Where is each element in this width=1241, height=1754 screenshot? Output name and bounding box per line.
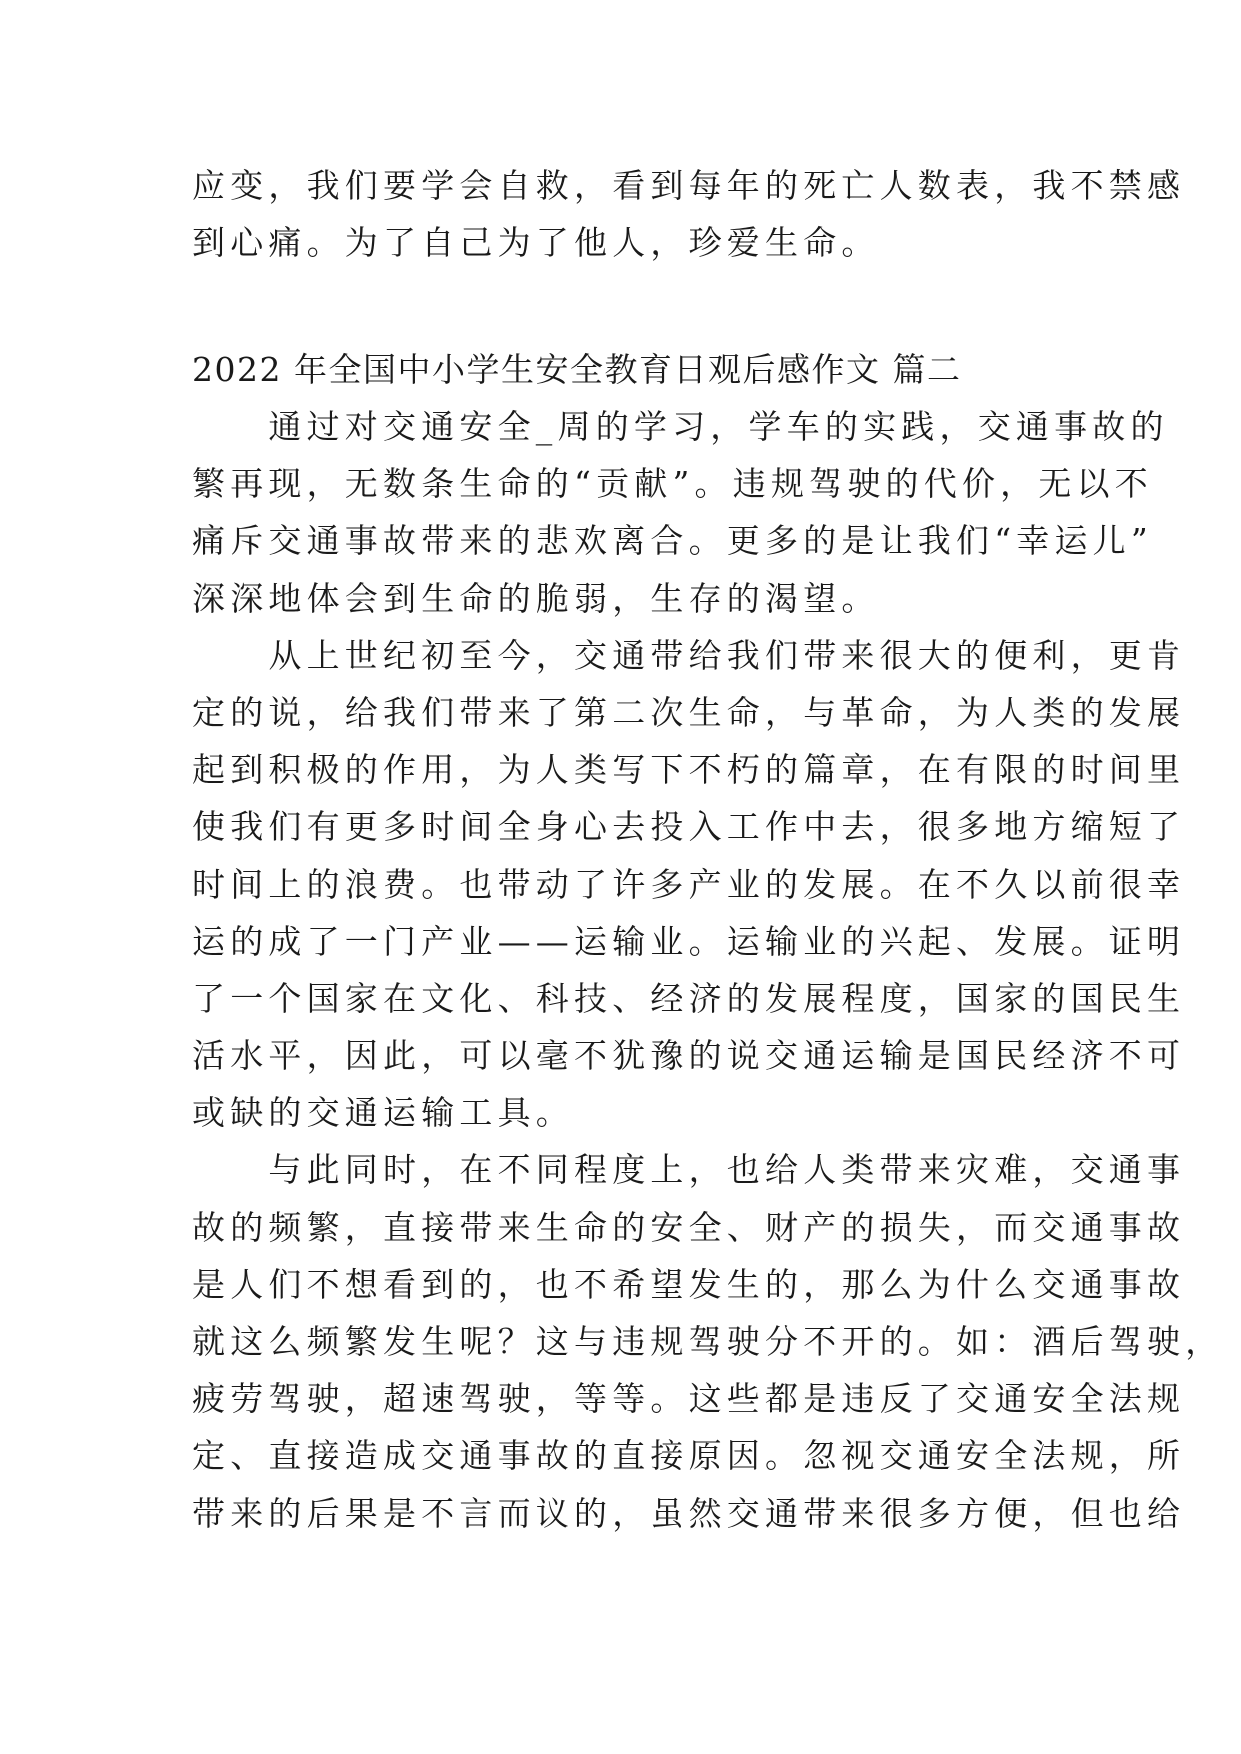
text-line: 运的成了一门产业——运输业。运输业的兴起、发展。证明 xyxy=(192,921,1186,961)
text-line: 从上世纪初至今，交通带给我们带来很大的便利，更肯 xyxy=(192,635,1186,675)
text-line: 带来的后果是不言而议的，虽然交通带来很多方便，但也给 xyxy=(192,1493,1186,1533)
text-line: 定、直接造成交通事故的直接原因。忽视交通安全法规，所 xyxy=(192,1436,1186,1476)
text-line: 通过对交通安全_周的学习，学车的实践，交通事故的 xyxy=(192,407,1169,446)
section-heading: 2022 年全国中小学生安全教育日观后感作文 篇二 xyxy=(192,350,962,389)
text-line: 是人们不想看到的，也不希望发生的，那么为什么交通事故 xyxy=(192,1264,1186,1304)
text-line: 到心痛。为了自己为了他人，珍爱生命。 xyxy=(192,223,880,263)
text-line: 应变，我们要学会自救，看到每年的死亡人数表，我不禁感 xyxy=(192,166,1186,205)
text-line: 或缺的交通运输工具。 xyxy=(192,1093,574,1133)
text-line: 就这么频繁发生呢？这与违规驾驶分不开的。如：酒后驾驶， xyxy=(192,1322,1224,1361)
text-line: 与此同时，在不同程度上，也给人类带来灾难，交通事 xyxy=(192,1150,1186,1190)
text-line: 繁再现，无数条生命的“贡献”。违规驾驶的代价，无以不 xyxy=(192,464,1153,504)
text-line: 深深地体会到生命的脆弱，生存的渴望。 xyxy=(192,578,880,618)
text-line: 疲劳驾驶，超速驾驶，等等。这些都是违反了交通安全法规 xyxy=(192,1379,1186,1419)
text-line: 使我们有更多时间全身心去投入工作中去，很多地方缩短了 xyxy=(192,807,1186,847)
text-line: 定的说，给我们带来了第二次生命，与革命，为人类的发展 xyxy=(192,692,1186,732)
text-line: 了一个国家在文化、科技、经济的发展程度，国家的国民生 xyxy=(192,978,1186,1018)
intro-paragraph xyxy=(192,157,1186,271)
text-line: 活水平，因此，可以毫不犹豫的说交通运输是国民经济不可 xyxy=(192,1036,1186,1076)
text-line: 故的频繁，直接带来生命的安全、财产的损失，而交通事故 xyxy=(192,1207,1186,1247)
body-paragraphs xyxy=(192,398,1224,1542)
text-line: 起到积极的作用，为人类写下不朽的篇章，在有限的时间里 xyxy=(192,750,1186,790)
section-heading-block xyxy=(192,341,1062,398)
text-line: 痛斥交通事故带来的悲欢离合。更多的是让我们“幸运儿” xyxy=(192,521,1153,561)
text-line: 时间上的浪费。也带动了许多产业的发展。在不久以前很幸 xyxy=(192,864,1186,904)
